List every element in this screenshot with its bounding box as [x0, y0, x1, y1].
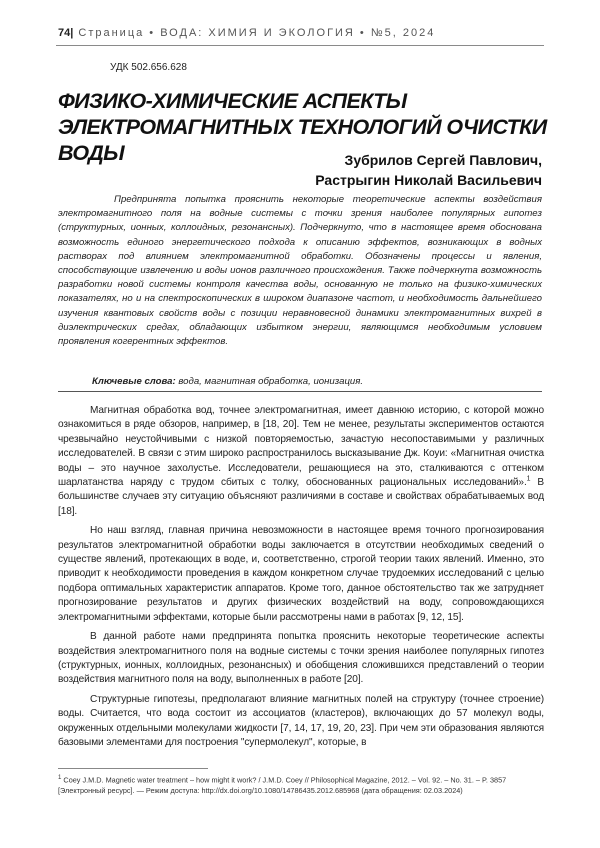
body-paragraph-4: Структурные гипотезы, предполагают влияние магнитных полей на структуру (точнее строение) воды. Считается, что вода состоит из ассоциатов (кластеров), включающих до 57 молекул воды, окруженных отдельными молекулами жидкости [7, 14, 17, 19, 20, 23]. При чем эти образования являются базовыми элементами для построения "супермолекул", которые, в [58, 693, 544, 748]
keywords-label: Ключевые слова: [92, 376, 176, 387]
author-list [315, 150, 542, 190]
keywords [92, 376, 363, 387]
footnote-text: Coey J.M.D. Magnetic water treatment – how might it work? / J.M.D. Coey // Philosophical Magazine, 2012. – Vol. 92. – No. 31. – P. 3857 [Электронный ресурс]. — Режим доступа: http://dx.doi.org/10.1080/14786435.2012.685968 (дата обращения: 02.03.2024) [58, 775, 507, 796]
udk-code: УДК 502.656.628 [110, 62, 187, 73]
abstract [58, 193, 542, 349]
article-title: ФИЗИКО-ХИМИЧЕСКИЕ АСПЕКТЫ ЭЛЕКТРОМАГНИТНЫХ ТЕХНОЛОГИЙ ОЧИСТКИ ВОДЫ [58, 89, 547, 165]
body-paragraph-1-text: Магнитная обработка вод, точнее электромагнитная, имеет давнюю историю, с которой можно ознакомиться в ряде обзоров, например, в [18, 20]. Тем не менее, результаты экспериментов остаются чрезвычайно неустойчивыми с низкой повторяемостью, зачастую несопоставимыми у различных исследователей. В связи с этим широко распространилось высказывание Дж. Коуи: «Магнитная очистка воды – это научное захолустье. Исследователи, решающиеся на это, сталкиваются с оттенком шарлатанства наряду с трудом сбитых с толку, обоснованных рациональных исследований». [58, 405, 544, 489]
footnote-marker: 1 [58, 774, 62, 781]
header-separator: | [70, 27, 74, 39]
footnote-ref[interactable]: 1 [526, 475, 531, 483]
page-number: 74 [58, 27, 71, 39]
footnote [58, 772, 544, 796]
body-paragraph-3: В данной работе нами предпринята попытка прояснить некоторые теоретические аспекты воздействия электромагнитного поля на водные системы с точки зрения наиболее популярных гипотез (структурных, ионных, коллоидных, резонансных) и обобщения сложившихся представлений о теории воздействия магнитного поля на воду, выполненных в работе [20]. [58, 631, 544, 686]
abstract-text: Предпринята попытка прояснить некоторые теоретические аспекты воздействия электромагнитного поля на водные системы с точки зрения наиболее популярных гипотез (структурных, ионных, коллоидных, резонансных). Подчеркнуто, что в настоящее время обоснована возможность единого энергетического подхода к описанию эффектов, возникающих в водных растворах под влиянием электромагнитной обработки. Обозначены процессы и явления, способствующие извлечению и воды ионов различного происхождения. Также подчеркнута возможность разработки новой системы контроля качества воды, основанную не только на физико-химических показателях, но и на спектроскопических в широком диапазоне частот, и необходимость дальнейшего изучения квантовых свойств воды с позиции неравновесной динамики электромагнитных вихрей в диэлектрических средах, обладающих избытком энергии, являющимся необходимым условием проявления когерентных эффектов. [58, 194, 542, 348]
body-paragraph-1 [58, 404, 544, 519]
author-2: Растрыгин Николай Васильевич [315, 172, 542, 188]
body-paragraph-2: Но наш взгляд, главная причина невозможности в настоящее время точного прогнозирования результатов электромагнитной обработки воды заключается в отсутствии необходимых сведений о существе явлений, протекающих в воде, и, соответственно, строгой теории таких явлений. Именно, это приводит к необходимости проведения в каждом конкретном случае трудоемких исследований с целью подбора оптимальных характеристик аппаратов. Кроме того, данное обстоятельство так же затрудняет прогнозирование результатов и других физических воздействий на воду, сопровождающихся электромагнитными эффектами, которые были рассмотрены нами в работах [9, 12, 15]. [58, 525, 544, 623]
keywords-value: вода, магнитная обработка, ионизация. [178, 376, 364, 387]
keywords-divider [58, 391, 542, 392]
body-paragraph-1-end: В большинстве случаев эту ситуацию объясняют различиями в составе и свойствах обрабатываемых вод [18]. [58, 477, 544, 517]
running-header [58, 27, 435, 39]
running-title: Страница • ВОДА: ХИМИЯ И ЭКОЛОГИЯ • №5, 2024 [78, 27, 436, 39]
article-body [58, 404, 544, 755]
header-divider [56, 45, 544, 46]
footnote-divider [58, 768, 208, 769]
author-1: Зубрилов Сергей Павлович, [344, 152, 542, 168]
